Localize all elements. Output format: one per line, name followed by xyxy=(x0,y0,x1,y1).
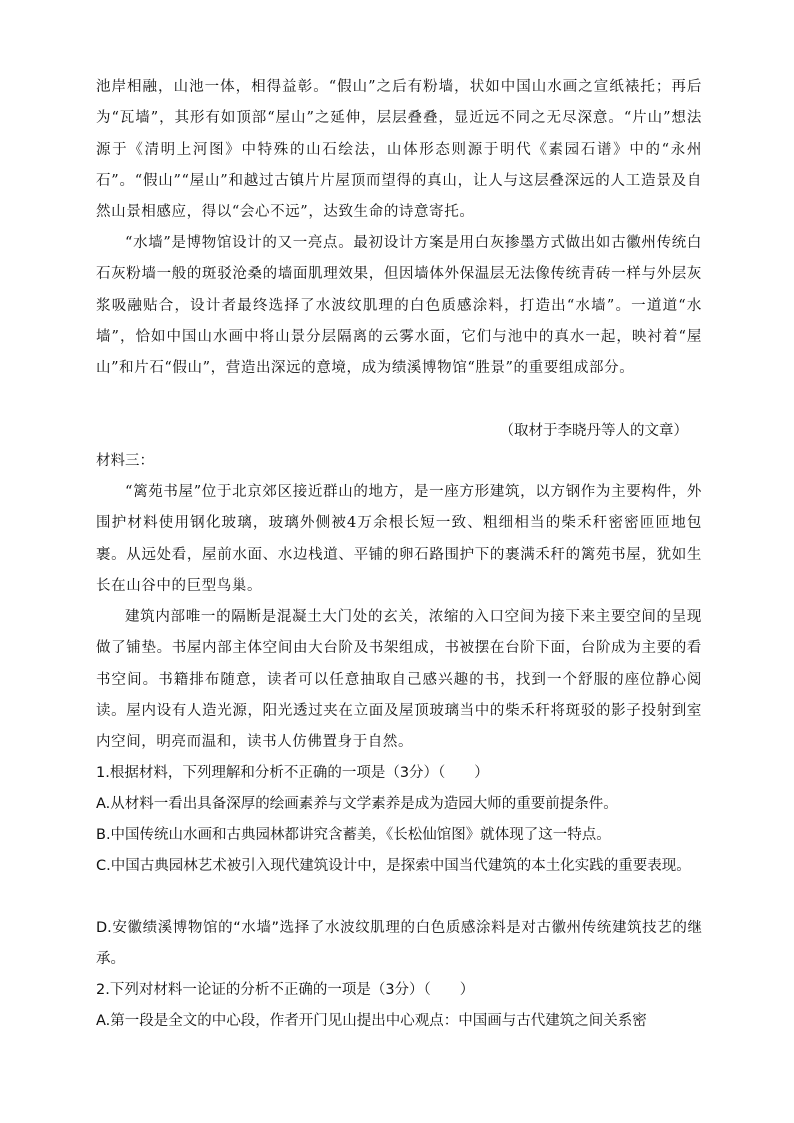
question-1-option-a: A.从材料一看出具备深厚的绘画素养与文学素养是成为造园大师的重要前提条件。 xyxy=(96,796,618,812)
question-1-option-d: D.安徽绩溪博物馆的“水墙”选择了水波纹肌理的白色质感涂料是对古徽州传统建筑技艺的继承。 xyxy=(96,920,702,967)
question-1-option-b: B.中国传统山水画和古典园林都讲究含蓄美，《长松仙馆图》就体现了这一特点。 xyxy=(96,827,611,843)
material3-paragraph-2: 建筑内部唯一的隔断是混凝土大门处的玄关，浓缩的入口空间为接下来主要空间的呈现做了铺垫。书屋内部主体空间由大台阶及书架组成，书被摆在台阶下面，台阶成为主要的看书空间。书籍排布随意，读者可以任意抽取自己感兴趣的书，找到一个舒服的座位静心阅读。屋内设有人造光源，阳光透过夹在立面及屋顶玻璃当中的柴禾秆将斑驳的影子投射到室内空间，明亮而温和，读书人仿佛置身于自然。 xyxy=(96,609,702,751)
material3-heading: 材料三： xyxy=(96,453,154,469)
source-attribution: （取材于李晓丹等人的文章） xyxy=(499,423,688,439)
question-1-option-c: C.中国古典园林艺术被引入现代建筑设计中，是探索中国当代建筑的本土化实践的重要表现。 xyxy=(96,858,691,874)
question-2-stem: 2.下列对材料一论证的分析不正确的一项是（3分）（ ） xyxy=(96,982,475,998)
material2-paragraph-1: 池岸相融，山池一体，相得益彰。“假山”之后有粉墙，状如中国山水画之宣纸裱托；再后为“瓦墙”，其形有如顶部“屋山”之延伸，层层叠叠，显近远不同之无尽深意。“片山”想法源于《清明上河图》中特殊的山石绘法，山体形态则源于明代《素园石谱》中的“永州石”。“假山”“屋山”和越过古镇片片屋顶而望得的真山，让人与这层叠深远的人工造景及自然山景相感应，得以“会心不远”，达致生命的诗意寄托。 xyxy=(96,79,702,221)
question-1-stem: 1.根据材料，下列理解和分析不正确的一项是（3分）（ ） xyxy=(96,765,489,781)
material2-paragraph-2: “水墙”是博物馆设计的又一亮点。最初设计方案是用白灰掺墨方式做出如古徽州传统白石灰粉墙一般的斑驳沧桑的墙面肌理效果，但因墙体外保温层无法像传统青砖一样与外层灰浆吸融贴合，设计者最终选择了水波纹肌理的白色质感涂料，打造出“水墙”。一道道“水墙”，恰如中国山水画中将山景分层隔离的云雾水面，它们与池中的真水一起，映衬着“屋山”和片石“假山”，营造出深远的意境，成为绩溪博物馆“胜景”的重要组成部分。 xyxy=(96,235,702,377)
question-2-option-a: A.第一段是全文的中心段，作者开门见山提出中心观点：中国画与古代建筑之间关系密 xyxy=(96,1013,647,1029)
material3-paragraph-1: “篱苑书屋”位于北京郊区接近群山的地方，是一座方形建筑，以方钢作为主要构件，外围护材料使用钢化玻璃，玻璃外侧被4万余根长短一致、粗细相当的柴禾秆密密匝匝地包裹。从远处看，屋前水面、水边栈道、平铺的卵石路围护下的裹满禾秆的篱苑书屋，犹如生长在山谷中的巨型鸟巢。 xyxy=(96,484,702,594)
